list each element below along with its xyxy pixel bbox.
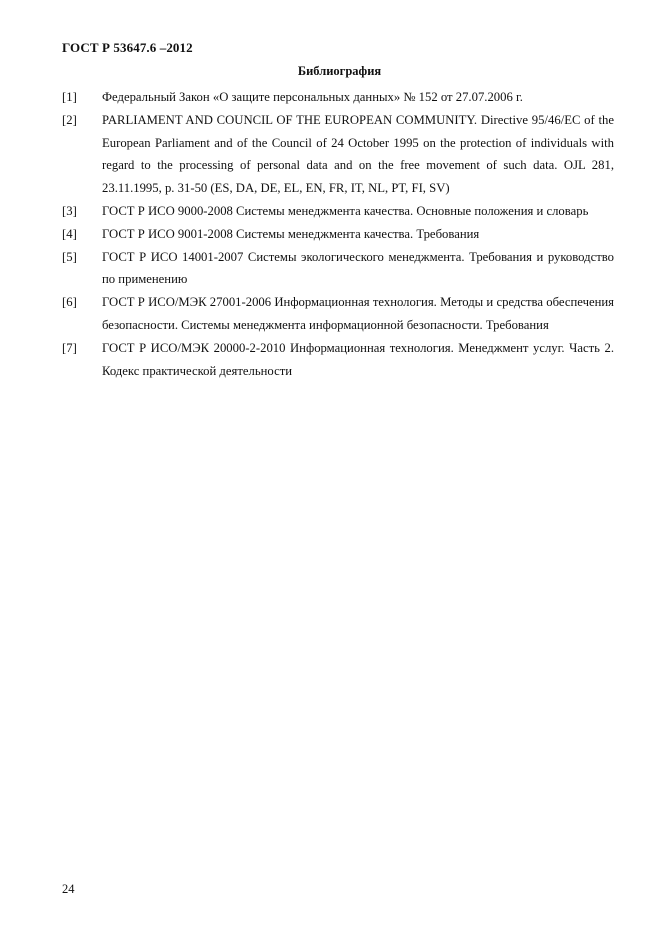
bibliography-item bbox=[62, 246, 614, 292]
bibliography-item bbox=[62, 86, 614, 109]
bibliography-item-text: ГОСТ Р ИСО 9001-2008 Системы менеджмента качества. Требования bbox=[102, 226, 480, 241]
bibliography-item bbox=[62, 200, 614, 223]
bibliography-item-number: [6] bbox=[62, 295, 77, 310]
bibliography-item-number: [1] bbox=[62, 90, 77, 104]
bibliography-item-text: PARLIAMENT AND COUNCIL OF THE EUROPEAN COMMUNITY. Directive 95/46/EC of the European Parliament and of the Council of 24 October 1995 on the protection of individuals with regard to the processing of personal data and on the free movement of such data. OJL 281, 23.11.1995, p. 31-50 (ES, DA, DE, EL, EN, FR, IT, NL, PT, FI, SV) bbox=[102, 112, 614, 196]
bibliography-item bbox=[62, 337, 614, 383]
bibliography-item-number: [2] bbox=[62, 112, 77, 127]
bibliography-item bbox=[62, 291, 614, 337]
bibliography-item-text: ГОСТ Р ИСО 14001-2007 Системы экологического менеджмента. Требования и руководство по применению bbox=[102, 249, 614, 287]
bibliography-item-text: ГОСТ Р ИСО/МЭК 20000-2-2010 Информационная технология. Менеджмент услуг. Часть 2. Кодекс практической деятельности bbox=[102, 340, 614, 378]
bibliography-title: Библиография bbox=[297, 64, 382, 78]
page-number: 24 bbox=[62, 882, 75, 896]
bibliography-list bbox=[62, 86, 614, 382]
document-code: ГОСТ Р 53647.6 –2012 bbox=[62, 40, 193, 55]
bibliography-item-text: ГОСТ Р ИСО 9000-2008 Системы менеджмента качества. Основные положения и словарь bbox=[102, 203, 589, 218]
bibliography-item bbox=[62, 223, 614, 246]
bibliography-item bbox=[62, 109, 614, 200]
bibliography-item-number: [7] bbox=[62, 340, 77, 355]
bibliography-item-number: [4] bbox=[62, 226, 77, 241]
bibliography-item-number: [5] bbox=[62, 249, 77, 264]
bibliography-item-text: Федеральный Закон «О защите персональных данных» № 152 от 27.07.2006 г. bbox=[102, 90, 523, 104]
bibliography-item-text: ГОСТ Р ИСО/МЭК 27001-2006 Информационная технология. Методы и средства обеспечения безопасности. Системы менеджмента информационной безопасности. Требования bbox=[102, 295, 614, 332]
bibliography-item-number: [3] bbox=[62, 203, 77, 218]
